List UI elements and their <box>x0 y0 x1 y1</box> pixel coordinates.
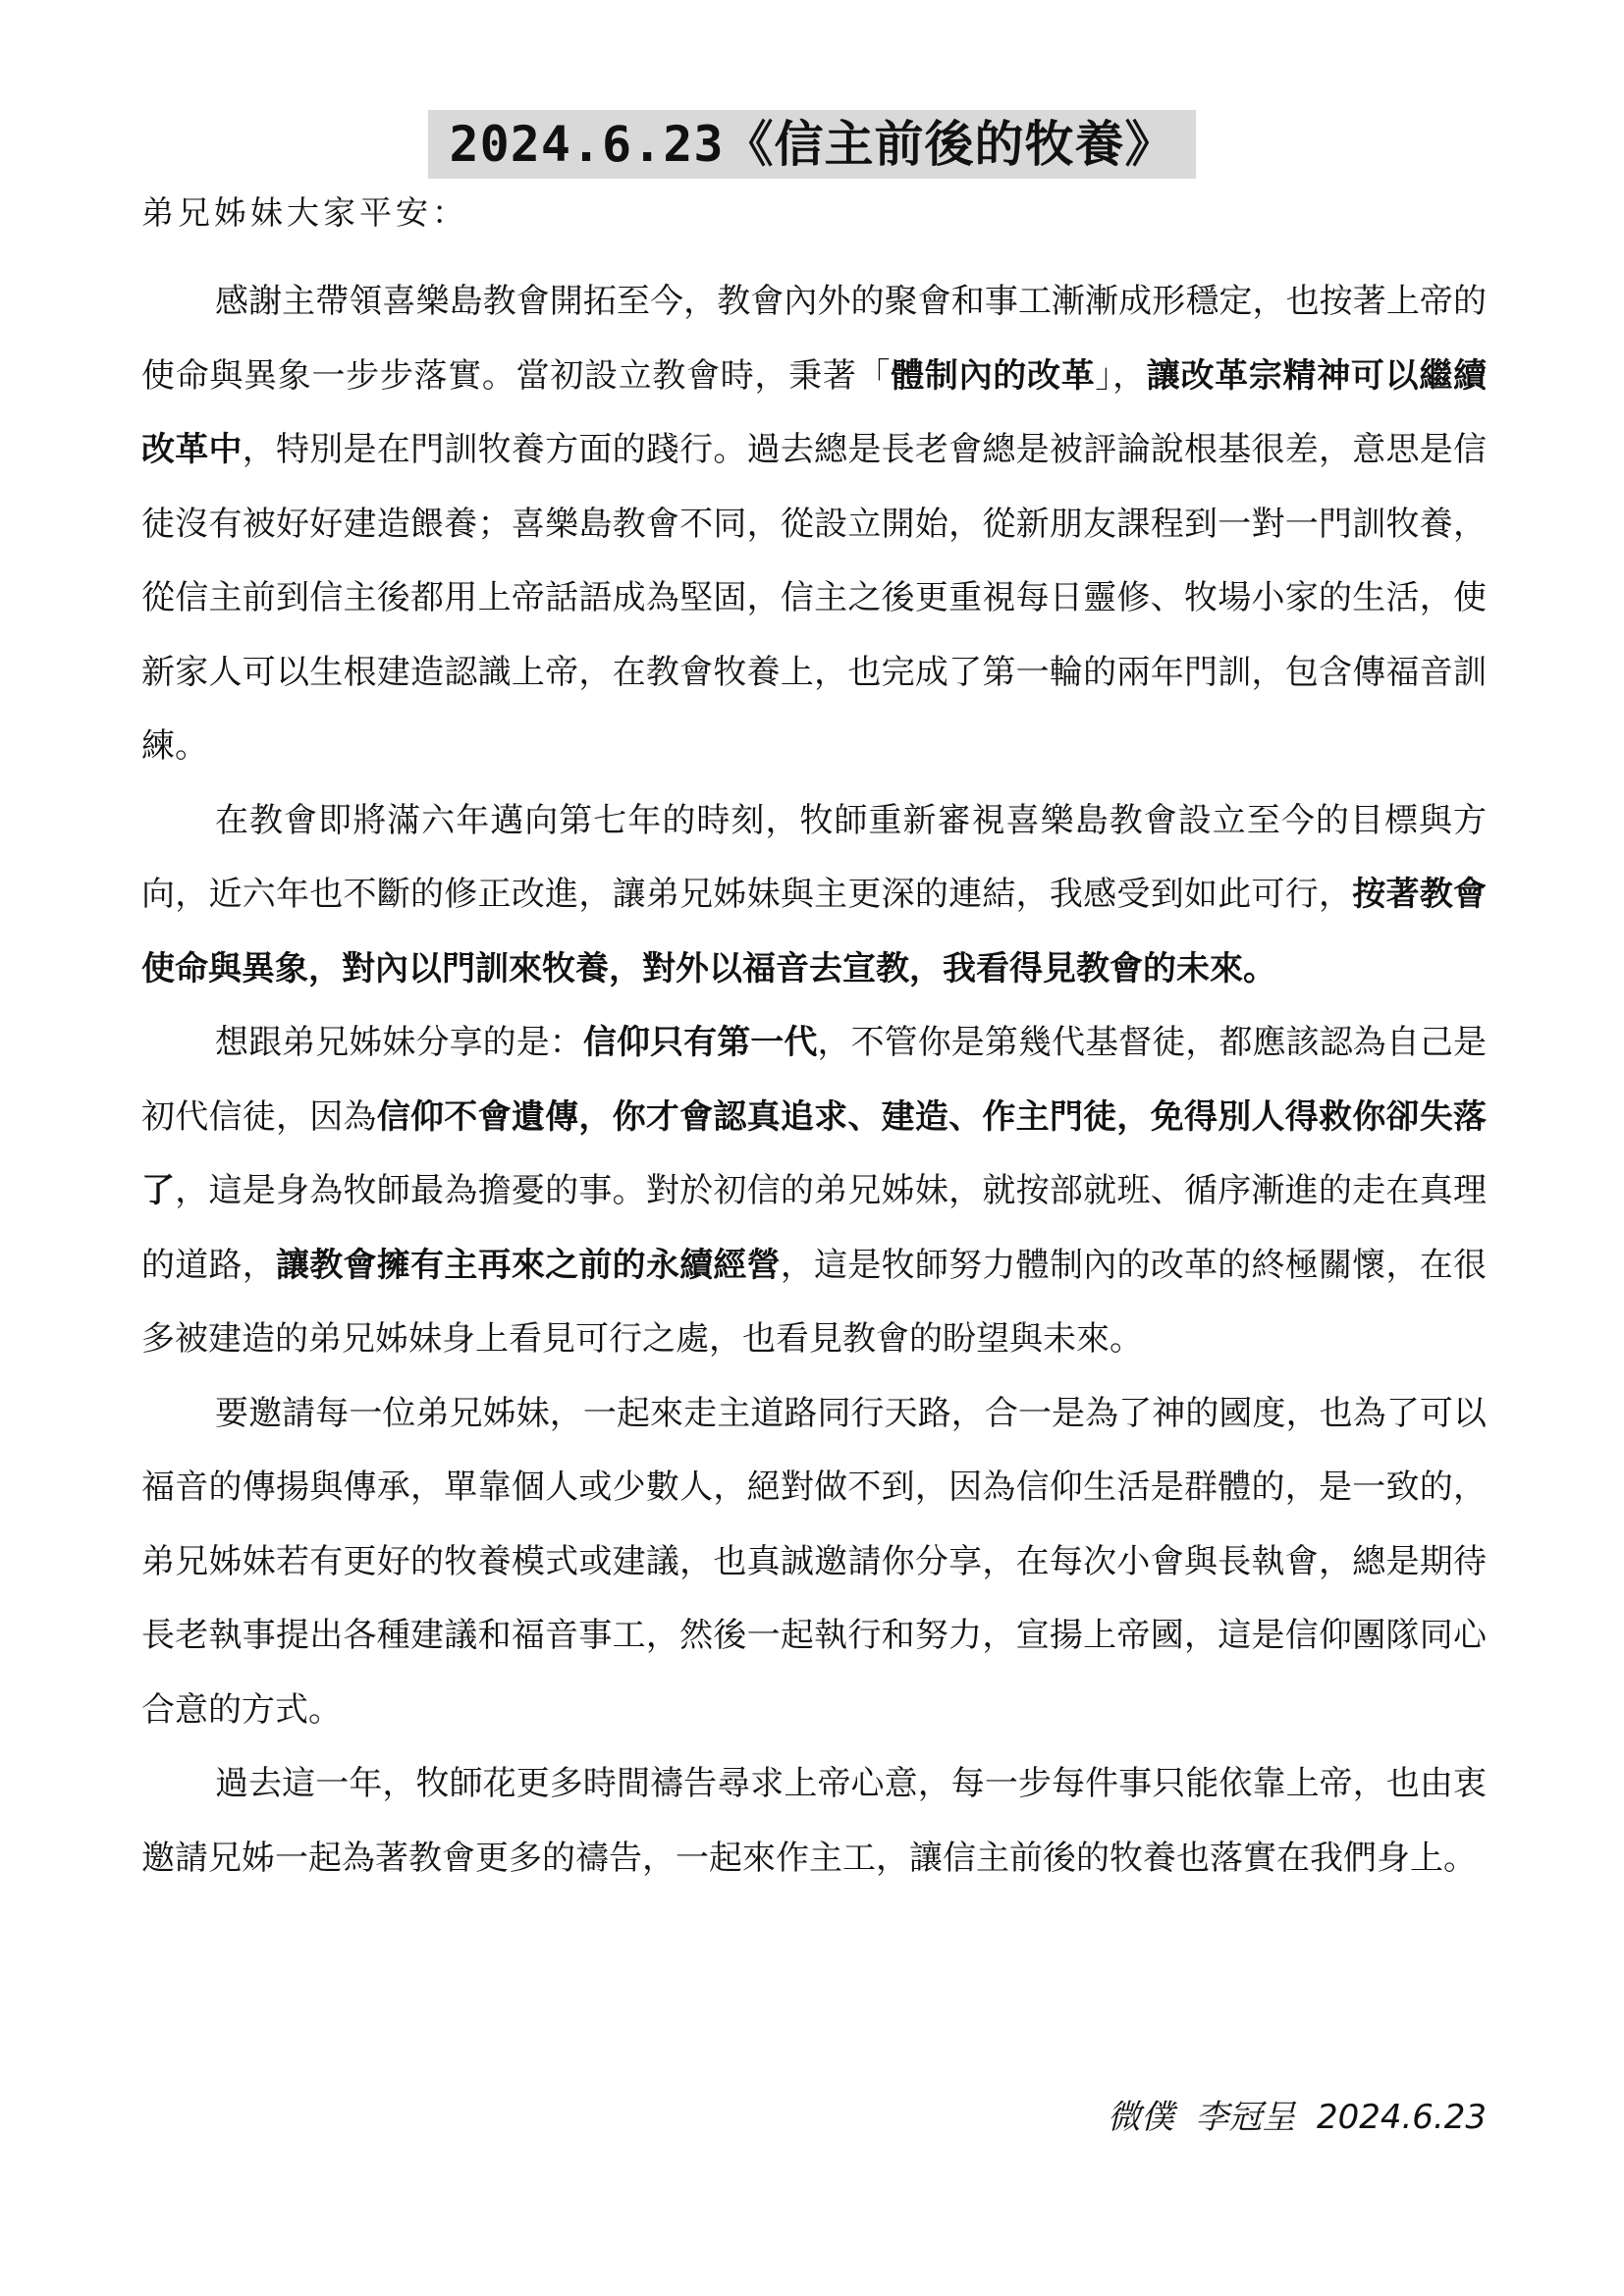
letter-body <box>141 265 1487 1896</box>
paragraph-segment: 過去這一年，牧師花更多時間禱告尋求上帝心意，每一步每件事只能依靠上帝，也由衷邀請兄姊一起為著教會更多的禱告，一起來作主工，讓信主前後的牧養也落實在我們身上。 <box>141 1764 1487 1878</box>
paragraph-2 <box>141 784 1487 1007</box>
paragraph-5 <box>141 1747 1487 1896</box>
greeting: 弟兄姊妹大家平安： <box>141 193 468 232</box>
paragraph-segment: 想跟弟兄姊妹分享的是： <box>215 1023 583 1062</box>
title-container <box>0 110 1624 179</box>
paragraph-segment: ，這是身為牧師最為擔憂的事。對於初信的弟兄姊妹，就按部就班、循序漸進的走在真理的道路， <box>141 1171 1488 1285</box>
paragraph-segment: 在教會即將滿六年邁向第七年的時刻，牧師重新審視喜樂島教會設立至今的目標與方向，近六年也不斷的修正改進，讓弟兄姊妹與主更深的連結，我感受到如此可行， <box>141 800 1487 914</box>
paragraph-segment-bold: 讓教會擁有主再來之前的永續經營 <box>276 1245 781 1285</box>
signature: 微僕 李冠呈 2024.6.23 <box>1107 2098 1487 2137</box>
paragraph-segment-bold: 信仰只有第一代 <box>582 1023 818 1062</box>
paragraph-segment-bold: 信仰不會遺傳，你才會認真追求、建造、作主門徒，免得別人得救你卻失落了 <box>141 1096 1487 1210</box>
paragraph-segment: 感謝主帶領喜樂島教會開拓至今，教會內外的聚會和事工漸漸成形穩定，也按著上帝的使命與異象一步步落實。當初設立教會時，秉著「 <box>141 282 1487 396</box>
paragraph-1 <box>141 265 1487 784</box>
paragraph-segment: ，這是牧師努力體制內的改革的終極關懷，在很多被建造的弟兄姊妹身上看見可行之處，也看見教會的盼望與未來。 <box>141 1245 1488 1359</box>
paragraph-segment-bold: 讓改革宗精神可以繼續改革中 <box>141 355 1488 469</box>
paragraph-segment-bold: 按著教會使命與異象，對內以門訓來牧養，對外以福音去宣教，我看得見教會的未來。 <box>141 875 1488 988</box>
document-title: 2024.6.23《信主前後的牧養》 <box>428 110 1197 179</box>
paragraph-3 <box>141 1006 1487 1377</box>
paragraph-4 <box>141 1377 1487 1748</box>
paragraph-segment: 」， <box>1095 355 1147 396</box>
paragraph-segment-bold: 體制內的改革 <box>891 355 1096 396</box>
paragraph-segment: 要邀請每一位弟兄姊妹，一起來走主道路同行天路，合一是為了神的國度，也為了可以福音的傳揚與傳承，單靠個人或少數人，絕對做不到，因為信仰生活是群體的，是一致的，弟兄姊妹若有更好的牧養模式或建議，也真誠邀請你分享，在每次小會與長執會，總是期待長老執事提出各種建議和福音事工，然後一起執行和努力，宣揚上帝國，這是信仰團隊同心合意的方式。 <box>141 1393 1487 1730</box>
paragraph-segment: ，特別是在門訓牧養方面的踐行。過去總是長老會總是被評論說根基很差，意思是信徒沒有被好好建造餵養；喜樂島教會不同，從設立開始，從新朋友課程到一對一門訓牧養，從信主前到信主後都用上帝話語成為堅固，信主之後更重視每日靈修、牧場小家的生活，使新家人可以生根建造認識上帝，在教會牧養上，也完成了第一輪的兩年門訓，包含傳福音訓練。 <box>141 430 1488 766</box>
paragraph-segment: ，不管你是第幾代基督徒，都應該認為自己是初代信徒，因為 <box>141 1023 1488 1137</box>
